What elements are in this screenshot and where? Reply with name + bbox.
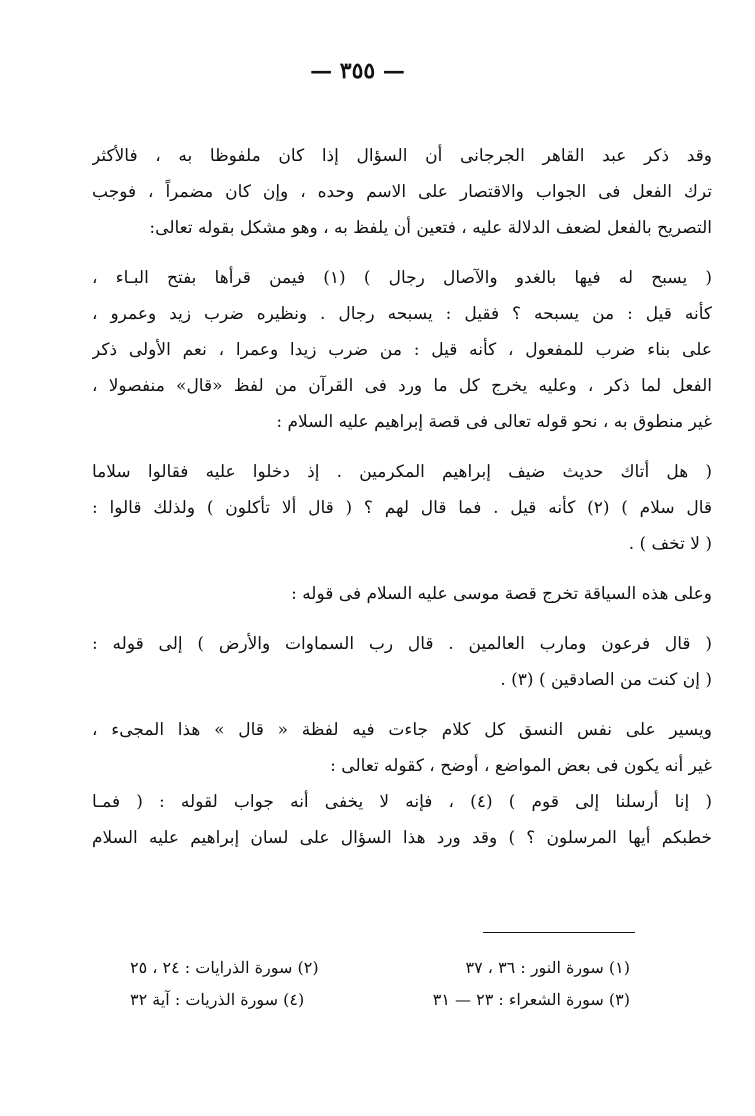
text-line: التصريح بالفعل لضعف الدلالة عليه ، فتعين أن يلفظ به ، وهو مشكل بقوله تعالى: <box>149 218 712 238</box>
main-text <box>92 138 712 856</box>
paragraph <box>92 260 712 440</box>
paragraph <box>92 138 712 246</box>
footnote-divider <box>483 932 635 933</box>
text-line: كأنه قيل : من يسبحه ؟ فقيل : يسبحه رجال . ونظيره ضرب زيد وعمرو ، <box>92 304 712 324</box>
footnote: (٤) سورة الذريات : آية ٣٢ <box>130 990 305 1009</box>
page-number: — ٣٥٥ — <box>310 58 405 84</box>
text-line: غير منطوق به ، نحو قوله تعالى فى قصة إبراهيم عليه السلام : <box>276 412 712 432</box>
footnote: (١) سورة النور : ٣٦ ، ٣٧ <box>465 958 630 977</box>
paragraph <box>92 576 712 612</box>
text-line: وعلى هذه السياقة تخرج قصة موسى عليه السلام فى قوله : <box>291 584 712 604</box>
paragraph <box>92 626 712 698</box>
text-line: ( قال فرعون ومارب العالمين . قال رب السماوات والأرض ) إلى قوله : <box>92 634 712 654</box>
text-line: ( إنا أرسلنا إلى قوم ) (٤) ، فإنه لا يخفى أنه جواب لقوله : ( فمـا <box>92 792 712 812</box>
text-line: قال سلام ) (٢) كأنه قيل . فما قال لهم ؟ ( قال ألا تأكلون ) ولذلك قالوا : <box>92 498 712 518</box>
text-line: ( لا تخف ) . <box>628 534 712 554</box>
paragraph <box>92 712 712 856</box>
text-line: وقد ذكر عبد القاهر الجرجانى أن السؤال إذا كان ملفوظا به ، فالأكثر <box>92 146 712 166</box>
text-line: على بناء ضرب للمفعول ، كأنه قيل : من ضرب زيدا وعمرا ، نعم الأولى ذكر <box>92 340 712 360</box>
text-line: ( إن كنت من الصادقين ) (٣) . <box>500 670 712 690</box>
text-line: ترك الفعل فى الجواب والاقتصار على الاسم وحده ، وإن كان مضمراً ، فوجب <box>92 182 712 202</box>
footnote: (٢) سورة الذرايات : ٢٤ ، ٢٥ <box>130 958 319 977</box>
footnote-row <box>130 984 630 1016</box>
text-line: غير أنه يكون فى بعض المواضع ، أوضح ، كقوله تعالى : <box>330 756 712 776</box>
paragraph <box>92 454 712 562</box>
text-line: ويسير على نفس النسق كل كلام جاءت فيه لفظة « قال » هذا المجىء ، <box>92 720 712 740</box>
footnotes <box>130 952 630 1016</box>
text-line: خطبكم أيها المرسلون ؟ ) وقد ورد هذا السؤال على لسان إبراهيم عليه السلام <box>92 828 712 848</box>
footnote: (٣) سورة الشعراء : ٢٣ — ٣١ <box>432 990 630 1009</box>
text-line: ( يسبح له فيها بالغدو والآصال رجال ) (١) فيمن قرأها بفتح البـاء ، <box>92 268 712 288</box>
text-line: الفعل لما ذكر ، وعليه يخرج كل ما ورد فى القرآن من لفظ «قال» منفصولا ، <box>92 376 712 396</box>
text-line: ( هل أتاك حديث ضيف إبراهيم المكرمين . إذ دخلوا عليه فقالوا سلاما <box>92 462 712 482</box>
footnote-row <box>130 952 630 984</box>
